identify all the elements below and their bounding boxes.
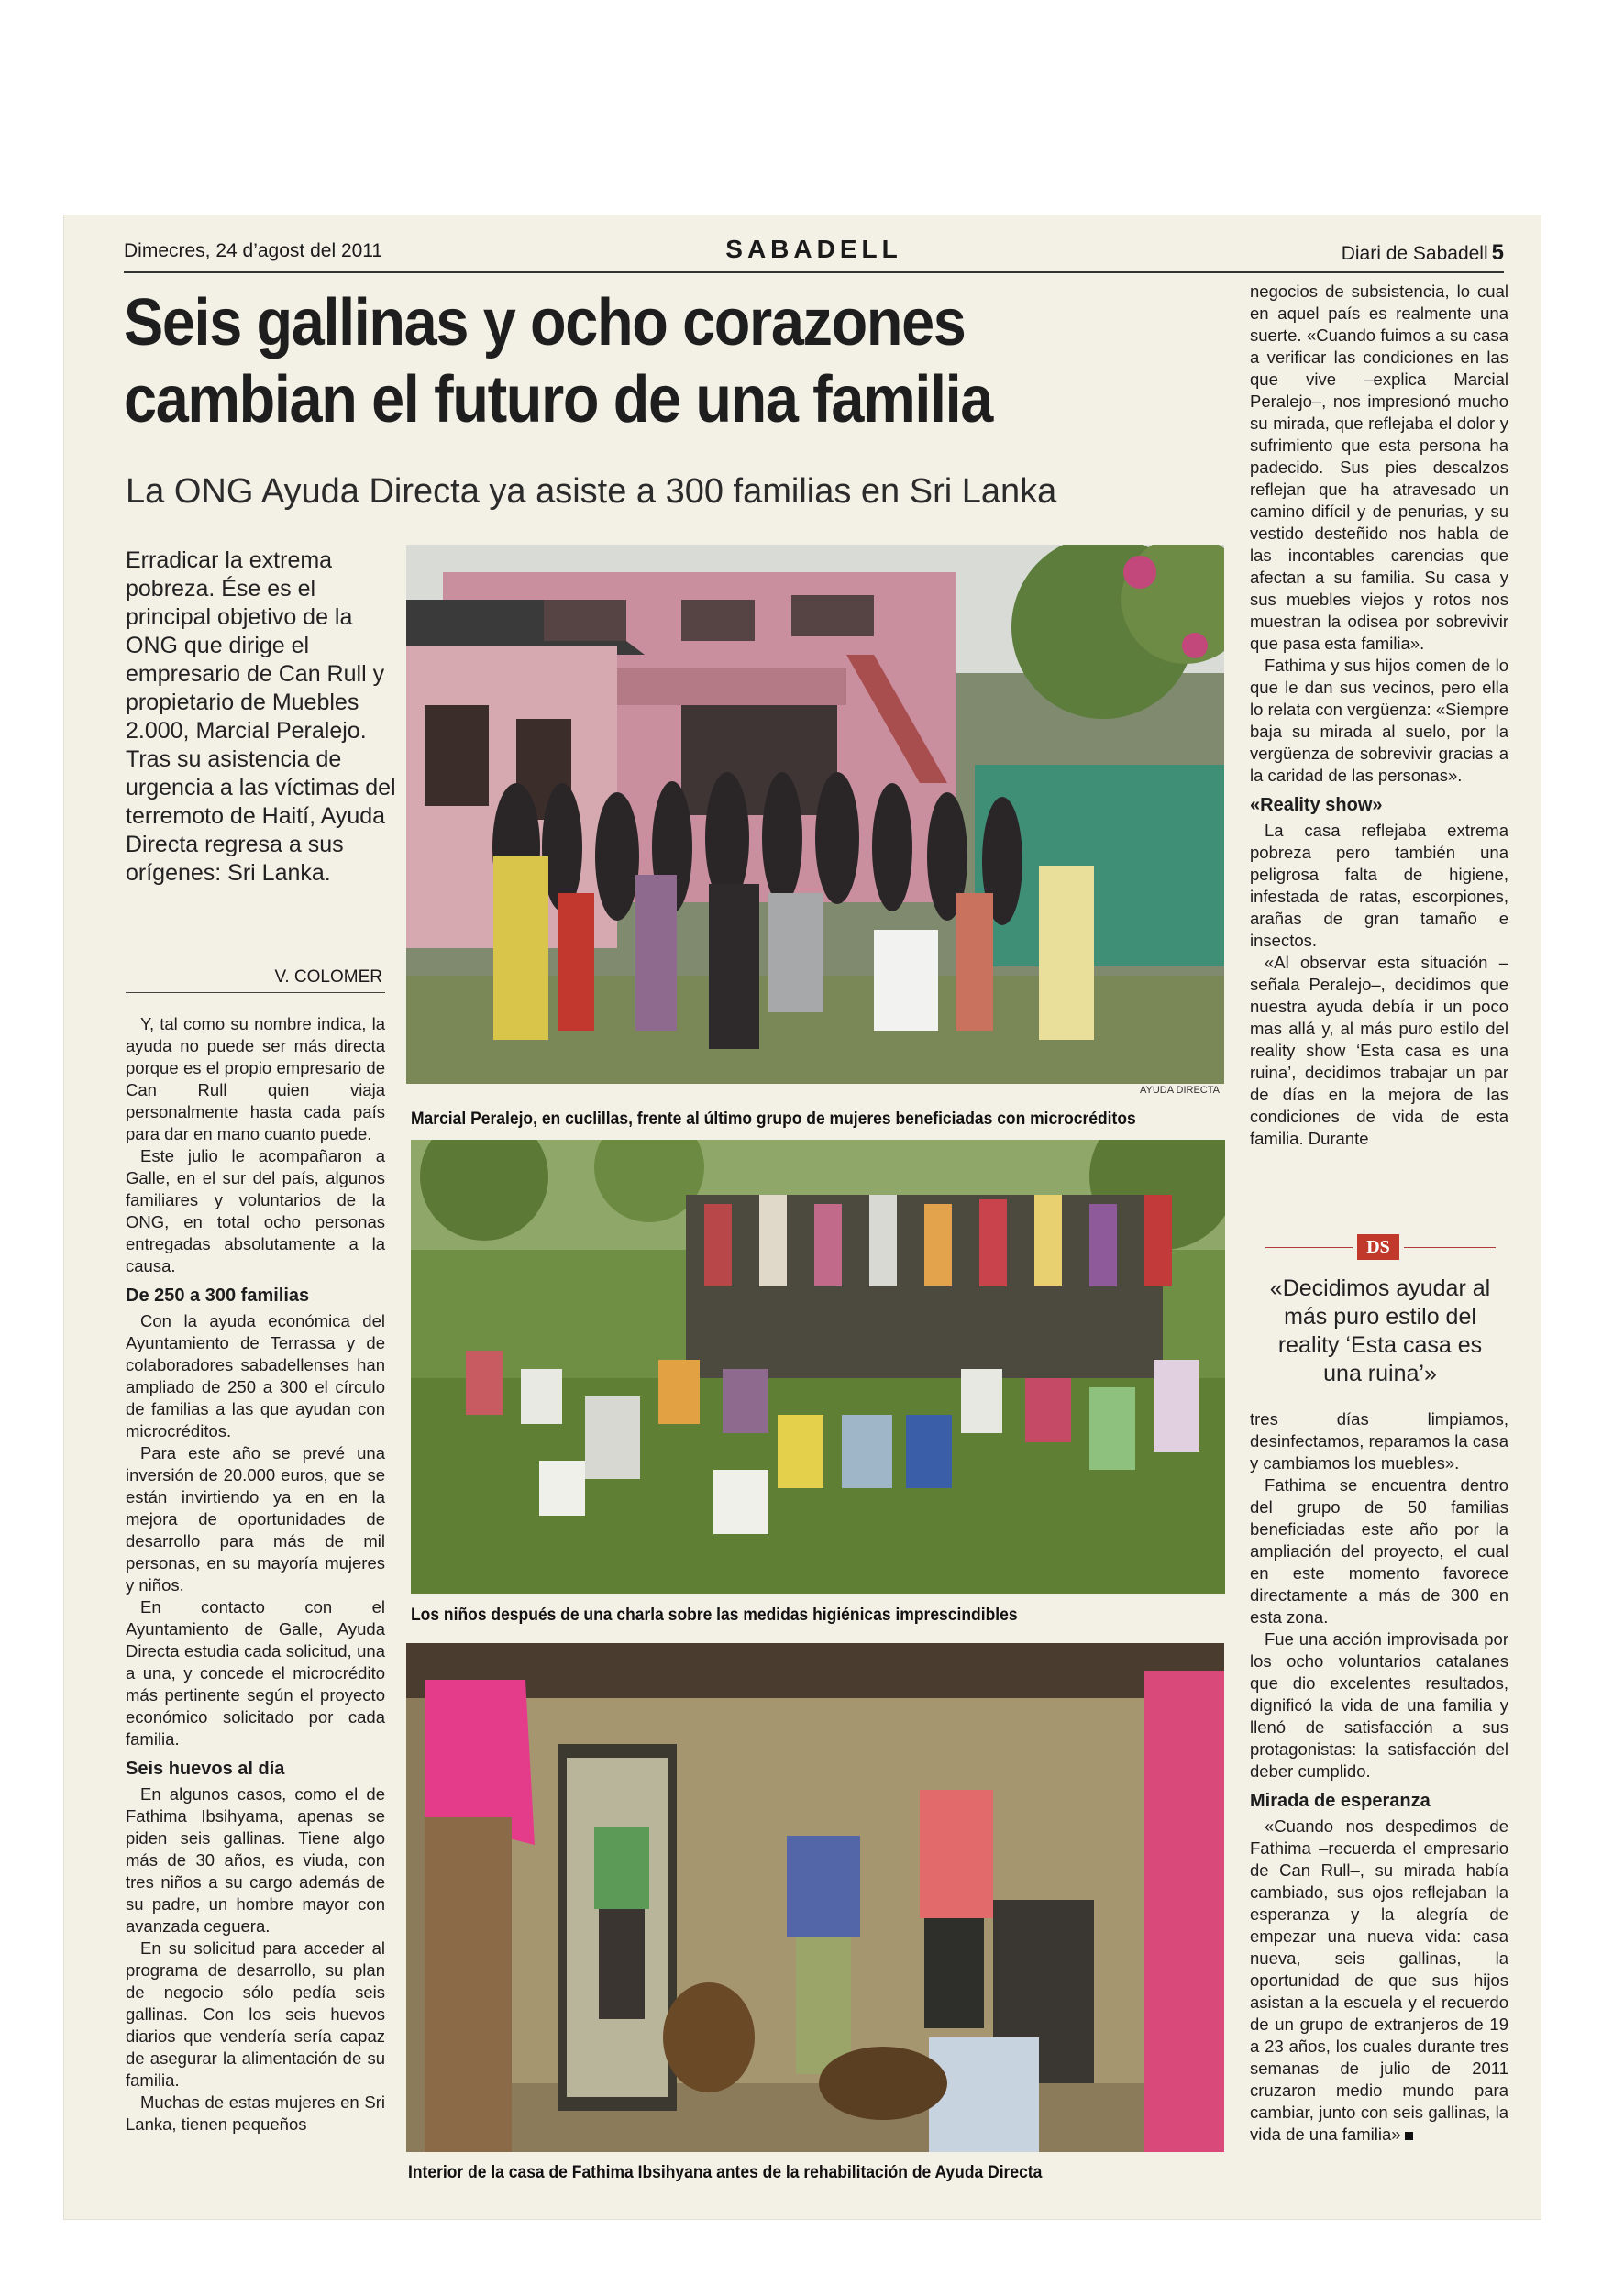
body-paragraph: «Al observar esta situación –señala Peralejo–, decidimos que nuestra ayuda debía ir un poco mas allá y, al más puro estilo del reality show ‘Esta casa es una ruina’, decidimos trabajar un par de días en la mejora de las condiciones de vida de esta familia. Durante [1250,953,1508,1148]
section-title: SABADELL [725,235,902,263]
end-mark-icon [1405,2132,1413,2140]
body-paragraph: Para este año se prevé una inversión de 20.000 euros, que se están invirtiendo ya en en la mejora de oportunidades de desarrollo para más de mil personas, en su mayoría mujeres y niños. [126,1443,385,1595]
body-paragraph: «Cuando nos despedimos de Fathima –recuerda el empresario de Can Rull–, su mirada había cambiado, sus ojos reflejaban la esperanza y la alegría de empezar una nueva vida: casa nueva, seis gallinas, la oportunidad de que sus hijos asistan a la escuela y el recuerdo de un grupo de extranjeros de 19 a 23 años, los cuales durante tres semanas de julio de 2011 cruzaron medio mundo para cambiar, junto con seis gallinas, la vida de una familia» [1250,1816,1508,2144]
page-number: 5 [1491,240,1504,265]
body-paragraph: Y, tal como su nombre indica, la ayuda no puede ser más directa porque es el propio empresario de Can Rull quien viaja personalmente hasta cada país para dar en mano cuanto puede. [126,1014,385,1143]
photo-house-interior [406,1643,1224,2152]
byline: V. COLOMER [274,967,382,987]
photo-credit: AYUDA DIRECTA [1140,1085,1220,1096]
body-paragraph: Fue una acción improvisada por los ocho voluntarios catalanes que dio excelentes resultados, dignificó la vida de una familia y llenó de satisfacción a sus protagonistas: la satisfacción del deber cumplido. [1250,1629,1508,1781]
headline: Seis gallinas y ocho corazones cambian el futuro de una familia [124,286,992,436]
body-paragraph: Fathima se encuentra dentro del grupo de 50 familias beneficiadas este año por la ampliación del proyecto, el cual en este momento favorece directamente a más de 300 en esta zona. [1250,1475,1508,1627]
photo-caption: Interior de la casa de Fathima Ibsihyana antes de la rehabilitación de Ayuda Directa [408,2163,1043,2182]
body-paragraph: Muchas de estas mujeres en Sri Lanka, tienen pequeños [126,2092,385,2134]
body-paragraph: La casa reflejaba extrema pobreza pero también una peligrosa falta de higiene, infestada de ratas, escorpiones, arañas de gran tamaño e insectos. [1250,821,1508,950]
issue-date: Dimecres, 24 d’agost del 2011 [124,240,383,261]
pull-quote: «Decidimos ayudar al más puro estilo del reality ‘Esta casa es una ruina’» [1269,1275,1491,1386]
article-column-3-continued [1250,1408,1508,2146]
body-paragraph: En contacto con el Ayuntamiento de Galle, Ayuda Directa estudia cada solicitud, una a una, y concede el microcrédito más pertinente según el proyecto económico solicitado por cada familia. [126,1597,385,1749]
body-paragraph: Este julio le acompañaron a Galle, en el sur del país, algunos familiares y voluntarios de la ONG, en total ocho personas entregadas absolutamente a la causa. [126,1146,385,1275]
header-rule [124,271,1504,273]
subheading: «Reality show» [1250,795,1383,815]
body-paragraph: tres días limpiamos, desinfectamos, reparamos la casa y cambiamos los muebles». [1250,1409,1508,1473]
photo-group-women [406,545,1224,1084]
photo-caption: Los niños después de una charla sobre las medidas higiénicas imprescindibles [411,1606,1018,1625]
ds-logo-badge: DS [1357,1234,1399,1260]
body-paragraph: En su solicitud para acceder al programa de desarrollo, su plan de negocio sólo pedía seis gallinas. Con los seis huevos diarios que vendería sería capaz de asegurar la alimentación de su familia. [126,1938,385,2090]
article-column-3 [1250,281,1508,1150]
photo-caption: Marcial Peralejo, en cuclillas, frente al último grupo de mujeres beneficiadas con microcréditos [411,1109,1136,1129]
byline-rule [126,992,385,993]
lead-paragraph: Erradicar la extrema pobreza. Ése es el principal objetivo de la ONG que dirige el empresario de Can Rull y propietario de Muebles 2.000, Marcial Peralejo. Tras su asistencia de urgencia a las víctimas del terremoto de Haití, Ayuda Directa regresa a sus orígenes: Sri Lanka. [126,547,396,886]
article-column-1 [126,1013,385,2136]
pullquote-rule-left [1265,1247,1353,1248]
body-paragraph: Con la ayuda económica del Ayuntamiento de Terrassa y de colaboradores sabadellenses han ampliado de 250 a 300 el círculo de familias a las que ayudan con microcréditos. [126,1311,385,1441]
photo-children-group [411,1140,1225,1594]
subheading: Seis huevos al día [126,1759,285,1779]
publication-name: Diari de Sabadell 5 [1341,240,1504,265]
body-paragraph: negocios de subsistencia, lo cual en aquel país es realmente una suerte. «Cuando fuimos a su casa a verificar las condiciones en las que vive –explica Marcial Peralejo–, nos impresionó mucho su mirada, que reflejaba el dolor y sufrimiento que esta persona ha padecido. Sus pies descalzos reflejan que ha atravesado un camino difícil y de penurias, y su vestido desteñido nos habla de las incontables carencias que afectan a su familia. Su casa y sus muebles viejos y rotos nos muestran la odisea por sobrevivir que pasa esta familia». [1250,281,1508,653]
subheading: Mirada de esperanza [1250,1791,1431,1811]
subheadline: La ONG Ayuda Directa ya asiste a 300 familias en Sri Lanka [126,472,1057,511]
body-paragraph: Fathima y sus hijos comen de lo que le dan sus vecinos, pero ella lo relata con vergüenza: «Siempre baja su mirada al suelo, por la vergüenza de sobrevivir gracias a la caridad de las personas». [1250,656,1508,785]
page-header [124,235,1504,271]
pullquote-rule-right [1404,1247,1496,1248]
subheading: De 250 a 300 familias [126,1286,310,1306]
body-paragraph: En algunos casos, como el de Fathima Ibsihyama, apenas se piden seis gallinas. Tiene algo más de 30 años, es viuda, con tres niños a su cargo además de su padre, un hombre mayor con avanzada ceguera. [126,1784,385,1936]
